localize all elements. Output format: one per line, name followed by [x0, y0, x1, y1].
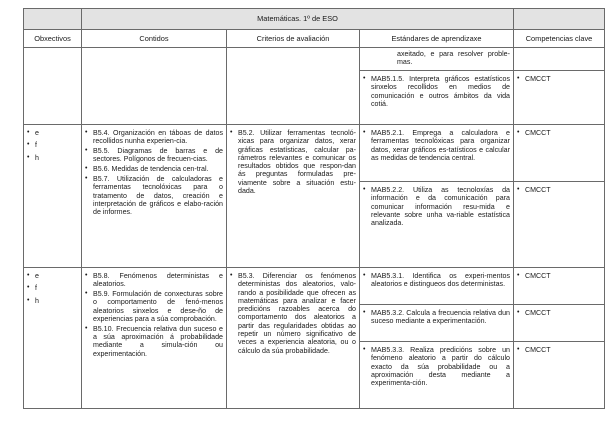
top-standard-2-item: • MAB5.1.5. Interpreta gráficos estatísticos sinxelos recollidos en medios de comunicación e outros ámbitos da vida cotiá. [363, 75, 510, 108]
block1-criteria-cell [226, 124, 360, 268]
competence-item: • CMCCT [517, 129, 601, 137]
block2-standard-1 [359, 267, 514, 305]
standard-item: • MAB5.3.3. Realiza predicións sobre un fenómeno aleatorio a partir do cálculo exacto da súa probabilidade ou a aproximación desta mediante a experimenta-ción. [363, 346, 510, 387]
content-item: • B5.8. Fenómenos deterministas e aleatorios. [85, 272, 223, 289]
content-item: • B5.10. Frecuencia relativa dun suceso e a súa aproximación á probabilidade mediante a simula-ción ou experimentación. [85, 325, 223, 358]
curriculum-table [23, 8, 605, 409]
criteria-item: • B5.2. Utilizar ferramentas tecnoló-xicas para organizar datos, xerar gráficas estatísticas, calcular pa-rámetros relevantes e comunicar os resultados obtidos que respon-dan ás preguntas formuladas pre-viamente sobre a situación estu-dada. [230, 129, 356, 195]
content-item: • B5.9. Formulación de conxecturas sobre o comportamento de fenó-menos aleatorios sinxelos e dese-ño de experiencias para a súa comprobación. [85, 290, 223, 323]
header-competences: Competencias clave [513, 29, 605, 48]
block1-contents-cell [81, 124, 227, 268]
header-standards: Estándares de aprendizaxe [359, 29, 514, 48]
competence-item: • CMCCT [517, 272, 601, 280]
top-objectives-cell [23, 47, 82, 125]
header-contents: Contidos [81, 29, 227, 48]
objective-item: • e [27, 272, 78, 280]
content-item: • B5.7. Utilización de calculadoras e ferramentas tecnolóxicas para o tratamento de datos, creación e interpretación de gráficos e elabo-ración de informes. [85, 175, 223, 216]
top-contents-cell [81, 47, 227, 125]
objective-item: • f [27, 284, 78, 292]
objective-item: • e [27, 129, 78, 137]
standard-item: • MAB5.2.2. Utiliza as tecnoloxías da información e da comunicación para comunicar información resu-mida e relevante sobre unha va-riable estatística analizada. [363, 186, 510, 227]
block2-competence-1 [513, 267, 605, 305]
content-item: • B5.4. Organización en táboas de datos recollidos nunha experien-cia. [85, 129, 223, 146]
block2-standard-3 [359, 341, 514, 409]
block1-competence-2 [513, 181, 605, 268]
block2-competence-2 [513, 304, 605, 342]
content-item: • B5.5. Diagramas de barras e de sectores. Polígonos de frecuen-cias. [85, 147, 223, 164]
top-standard-1-text: axeitado, e para resolver proble-mas. [397, 50, 510, 67]
block1-standard-2 [359, 181, 514, 268]
competence-item: • CMCCT [517, 309, 601, 317]
standard-item: • MAB5.3.1. Identifica os experi-mentos aleatorios e distingueos dos deterministas. [363, 272, 510, 289]
top-competence-1 [513, 47, 605, 71]
competence-item: • CMCCT [517, 346, 601, 354]
objective-item: • f [27, 141, 78, 149]
top-competence-2-item: • CMCCT [517, 75, 601, 83]
objective-item: • h [27, 297, 78, 305]
block2-criteria-cell [226, 267, 360, 409]
block2-objectives-cell [23, 267, 82, 409]
criteria-item: • B5.3. Diferenciar os fenómenos deterministas dos aleatorios, valo-rando a posibilidade que ofrecen as matemáticas para analizar e facer predicións razoables acerca do comportamento dos aleatorios a partir das regularidades obtidas ao repetir un número significativo de veces a experiencia aleatoria, ou o cálculo da súa probabilidade. [230, 272, 356, 355]
content-item: • B5.6. Medidas de tendencia cen-tral. [85, 165, 223, 173]
top-standard-2 [359, 70, 514, 125]
block2-competence-3 [513, 341, 605, 409]
top-standard-1 [359, 47, 514, 71]
table-title: Matemáticas. 1º de ESO [81, 8, 514, 30]
top-competence-2 [513, 70, 605, 125]
title-row-left-cell [23, 8, 82, 30]
objective-item: • h [27, 154, 78, 162]
block2-contents-cell [81, 267, 227, 409]
block1-standard-1 [359, 124, 514, 182]
top-criteria-cell [226, 47, 360, 125]
competence-item: • CMCCT [517, 186, 601, 194]
header-criteria: Criterios de avaliación [226, 29, 360, 48]
title-row-right-cell [513, 8, 605, 30]
standard-item: • MAB5.3.2. Calcula a frecuencia relativa dun suceso mediante a experimentación. [363, 309, 510, 326]
standard-item: • MAB5.2.1. Emprega a calculadora e ferramentas tecnolóxicas para organizar datos, xerar gráficos es-tatísticos e calcular as medidas de tendencia central. [363, 129, 510, 162]
block2-standard-2 [359, 304, 514, 342]
block1-objectives-cell [23, 124, 82, 268]
block1-competence-1 [513, 124, 605, 182]
header-objectives: Obxectivos [23, 29, 82, 48]
